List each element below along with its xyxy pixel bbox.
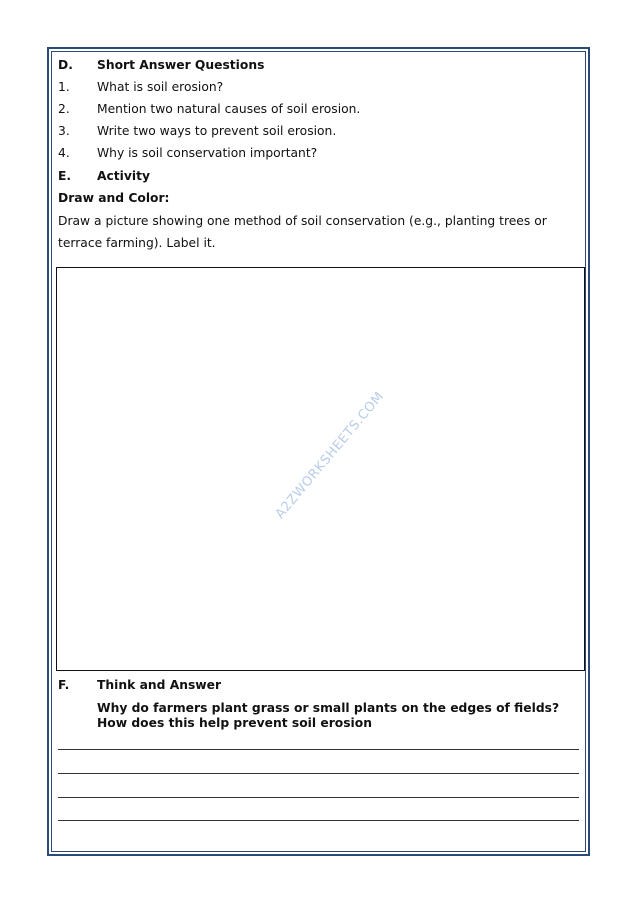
question-number: 2. [58,102,70,116]
answer-line-4[interactable] [58,820,579,821]
section-e-letter: E. [58,169,72,183]
answer-line-3[interactable] [58,797,579,798]
answer-line-2[interactable] [58,773,579,774]
watermark: A2ZWORKSHEETS.COM [272,389,388,522]
question-text: Write two ways to prevent soil erosion. [97,124,337,138]
section-e-title: Activity [97,169,151,183]
activity-subtitle: Draw and Color: [58,191,170,205]
question-number: 3. [58,124,70,138]
section-d-letter: D. [58,58,73,72]
question-number: 4. [58,146,70,160]
section-d-title: Short Answer Questions [97,58,265,72]
question-text: Why is soil conservation important? [97,146,318,160]
answer-line-1[interactable] [58,749,579,750]
question-number: 1. [58,80,70,94]
question-text: Mention two natural causes of soil erosion. [97,102,361,116]
activity-instructions: Draw a picture showing one method of soil conservation (e.g., planting trees or terrace farming). Label it. [58,214,547,250]
section-f-title: Think and Answer [97,678,222,692]
think-question: Why do farmers plant grass or small plants on the edges of fields? How does this help prevent soil erosion [97,701,560,730]
section-f-letter: F. [58,678,70,692]
question-text: What is soil erosion? [97,80,224,94]
